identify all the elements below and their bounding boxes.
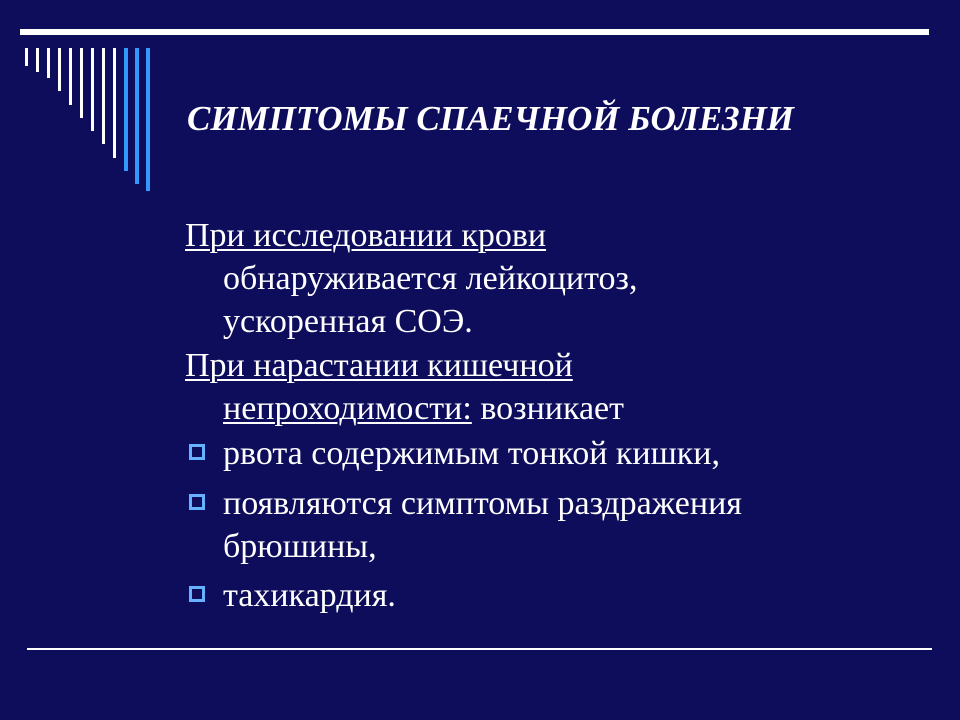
bullet-item-tachycardia xyxy=(185,574,396,617)
bullet-item-vomiting xyxy=(185,432,720,475)
decorative-stripe xyxy=(58,48,61,91)
obstruction-heading-2: непроходимости: xyxy=(223,390,472,427)
decorative-stripe xyxy=(113,48,116,158)
bullet-text: рвота содержимым тонкой кишки, xyxy=(223,435,721,472)
bullet-text: тахикардия. xyxy=(223,577,396,614)
decorative-stripe xyxy=(146,48,150,191)
blood-test-line-2: обнаруживается лейкоцитоз, xyxy=(223,260,638,297)
decorative-stripe xyxy=(36,48,39,72)
top-rule xyxy=(20,29,929,35)
obstruction-tail: возникает xyxy=(471,390,624,427)
square-bullet-icon xyxy=(189,586,205,602)
decorative-stripe xyxy=(47,48,50,78)
decorative-stripe xyxy=(69,48,72,105)
slide-title: СИМПТОМЫ СПАЕЧНОЙ БОЛЕЗНИ xyxy=(187,99,795,138)
blood-test-line-3: ускоренная СОЭ. xyxy=(223,303,473,340)
decorative-stripe xyxy=(135,48,139,184)
paragraph-obstruction xyxy=(185,344,624,430)
decorative-stripe xyxy=(25,48,28,66)
paragraph-blood-test xyxy=(185,214,637,343)
bottom-rule xyxy=(27,648,932,650)
bullet-item-peritoneal xyxy=(185,482,742,568)
bullet-text-continued: брюшины, xyxy=(223,528,377,565)
decorative-stripe xyxy=(124,48,128,171)
blood-test-heading: При исследовании крови xyxy=(185,217,547,254)
square-bullet-icon xyxy=(189,444,205,460)
bullet-text: появляются симптомы раздражения xyxy=(223,485,742,522)
decorative-stripe xyxy=(80,48,83,118)
obstruction-heading-1: При нарастании кишечной xyxy=(185,347,573,384)
square-bullet-icon xyxy=(189,494,205,510)
decorative-stripe xyxy=(102,48,105,144)
decorative-stripe xyxy=(91,48,94,131)
